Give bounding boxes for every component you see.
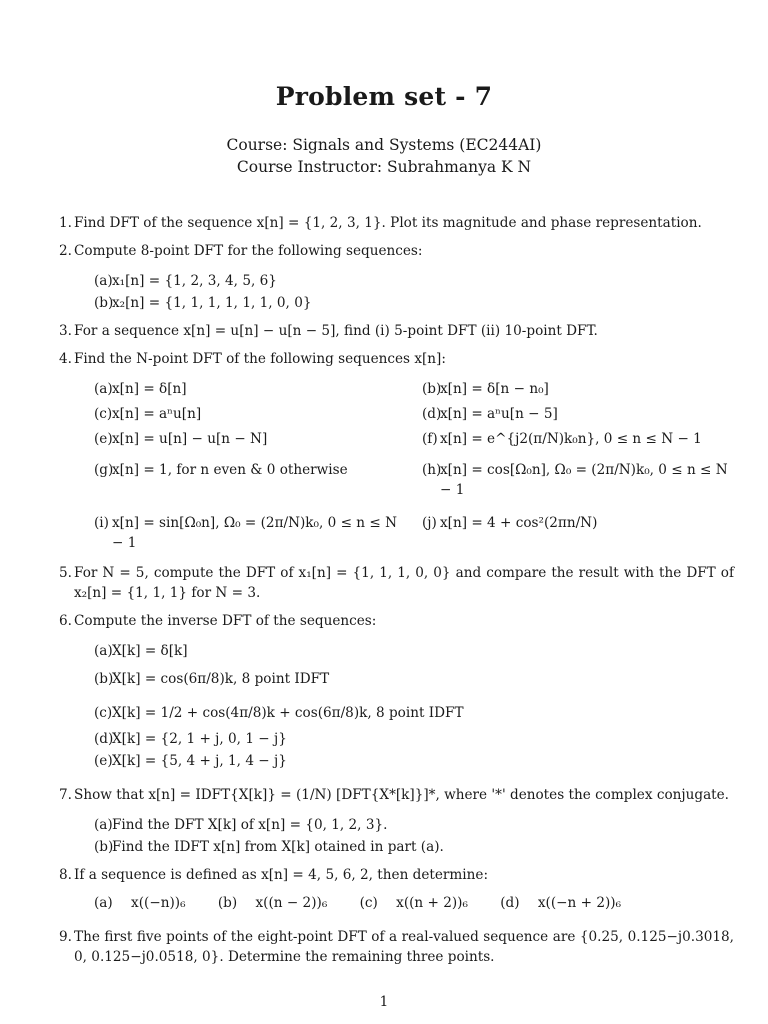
course-line: Course: Signals and Systems (EC244AI) [226, 136, 542, 154]
subproblem [74, 729, 734, 749]
page-number: 1 [379, 994, 389, 1010]
subproblem [94, 895, 200, 911]
page-title: Problem set - 7 [275, 82, 493, 111]
problem-number: 4. [59, 351, 72, 367]
subproblem-text: x((n − 2))₆ [255, 895, 328, 911]
problem-8 [54, 865, 734, 913]
subproblem [74, 837, 734, 857]
subproblem [74, 703, 734, 723]
subproblem [74, 379, 402, 399]
subproblem-label: (c) [359, 895, 378, 911]
problem-4 [54, 349, 734, 555]
problem-number: 6. [59, 613, 72, 629]
subproblem-label: (d) [422, 406, 442, 422]
subproblem [402, 404, 734, 424]
subproblem [402, 379, 734, 399]
subproblem-text: Find the IDFT x[n] from X[k] otained in part (a). [112, 839, 444, 855]
subproblem-label: (b) [94, 295, 114, 311]
subproblem-label: (b) [94, 671, 114, 687]
subproblem-row [74, 893, 734, 913]
subproblem [218, 895, 341, 911]
subproblem [74, 641, 734, 661]
problem-text: Compute the inverse DFT of the sequences: [74, 613, 377, 629]
subproblem [74, 513, 402, 553]
subproblem-label: (a) [94, 273, 113, 289]
problem-text: Compute 8-point DFT for the following sequences: [74, 243, 423, 259]
problem-text: For a sequence x[n] = u[n] − u[n − 5], find (i) 5-point DFT (ii) 10-point DFT. [74, 323, 598, 339]
problem-number: 2. [59, 243, 72, 259]
subproblem-text: X[k] = 1/2 + cos(4π/8)k + cos(6π/8)k, 8 point IDFT [112, 705, 464, 721]
subproblem-label: (a) [94, 895, 113, 911]
subproblem-label: (b) [94, 839, 114, 855]
subproblem-label: (b) [422, 381, 442, 397]
subproblem [74, 669, 734, 689]
subproblem-label: (c) [94, 705, 113, 721]
subproblem-text: X[k] = {2, 1 + j, 0, 1 − j} [112, 731, 287, 747]
subproblem [500, 895, 635, 911]
problem-2 [54, 241, 734, 313]
subproblem [74, 815, 734, 835]
subproblem [402, 429, 734, 449]
subproblem-label: (g) [94, 462, 114, 478]
subproblem [74, 429, 402, 449]
subproblem-text: X[k] = {5, 4 + j, 1, 4 − j} [112, 753, 287, 769]
subproblem-text: x[n] = δ[n] [112, 381, 187, 397]
subproblem [74, 271, 734, 291]
subproblem-text: x[n] = aⁿu[n] [112, 406, 202, 422]
subproblem-grid [74, 377, 734, 555]
subproblem-label: (e) [94, 431, 113, 447]
subproblem-label: (a) [94, 643, 113, 659]
subproblem-label: (j) [422, 515, 437, 531]
instructor-line: Course Instructor: Subrahmanya K N [236, 158, 532, 176]
problem-number: 9. [59, 929, 72, 945]
subproblem-label: (i) [94, 515, 109, 531]
problem-number: 8. [59, 867, 72, 883]
problem-list [54, 213, 734, 975]
subproblem-label: (a) [94, 817, 113, 833]
subproblem-text: x[n] = 1, for n even & 0 otherwise [112, 462, 348, 478]
subproblem [360, 895, 482, 911]
problem-text: The first five points of the eight-point DFT of a real-valued sequence are {0.25, 0.125−j0.3018, 0, 0.125−j0.0518, 0}. Determine the remaining three points. [74, 929, 734, 965]
subproblem-label: (a) [94, 381, 113, 397]
subproblem-text: x[n] = sin[Ω₀n], Ω₀ = (2π/N)k₀, 0 ≤ n ≤ N − 1 [112, 515, 397, 551]
problem-text: Show that x[n] = IDFT{X[k]} = (1/N) [DFT{X*[k]}]*, where '*' denotes the complex conjugate. [74, 787, 729, 803]
subproblem-text: x((−n + 2))₆ [537, 895, 622, 911]
problem-number: 5. [59, 565, 72, 581]
subproblem [74, 293, 734, 313]
subproblem-label: (b) [217, 895, 238, 911]
subproblem-text: x₁[n] = {1, 2, 3, 4, 5, 6} [112, 273, 277, 289]
problem-1 [54, 213, 734, 233]
subproblem [74, 460, 402, 500]
problem-text: Find the N-point DFT of the following sequences x[n]: [74, 351, 446, 367]
problem-number: 1. [59, 215, 72, 231]
problem-number: 3. [59, 323, 72, 339]
subproblem-text: x[n] = cos[Ω₀n], Ω₀ = (2π/N)k₀, 0 ≤ n ≤ N − 1 [440, 462, 728, 498]
subproblem-text: x((n + 2))₆ [396, 895, 468, 911]
subproblem-text: x((−n))₆ [131, 895, 186, 911]
subproblem-text: x[n] = aⁿu[n − 5] [440, 406, 558, 422]
problem-text: Find DFT of the sequence x[n] = {1, 2, 3, 1}. Plot its magnitude and phase representation. [74, 215, 702, 231]
subproblem-label: (c) [94, 406, 113, 422]
subproblem-text: x₂[n] = {1, 1, 1, 1, 1, 1, 0, 0} [112, 295, 312, 311]
subproblem [74, 404, 402, 424]
subproblem-text: X[k] = cos(6π/8)k, 8 point IDFT [112, 671, 330, 687]
subproblem-text: x[n] = 4 + cos²(2πn/N) [440, 515, 598, 531]
subproblem-text: x[n] = δ[n − n₀] [440, 381, 549, 397]
subproblem-text: x[n] = u[n] − u[n − N] [112, 431, 268, 447]
problem-9 [54, 927, 734, 967]
subproblem [74, 751, 734, 771]
problem-text: For N = 5, compute the DFT of x₁[n] = {1, 1, 1, 0, 0} and compare the result with the DFT of x₂[n] = {1, 1, 1} for N = 3. [74, 565, 734, 601]
subproblem-text: x[n] = e^{j2(π/N)k₀n}, 0 ≤ n ≤ N − 1 [440, 431, 702, 447]
subproblem-text: Find the DFT X[k] of x[n] = {0, 1, 2, 3}. [112, 817, 388, 833]
subproblem-label: (e) [94, 753, 113, 769]
subproblem [402, 513, 734, 553]
problem-7 [54, 785, 734, 857]
subproblem [402, 460, 734, 500]
subproblem-label: (d) [94, 731, 114, 747]
problem-5 [54, 563, 734, 603]
problem-text: If a sequence is defined as x[n] = 4, 5, 6, 2, then determine: [74, 867, 489, 883]
problem-6 [54, 611, 734, 771]
subproblem-label: (d) [500, 895, 520, 911]
problem-number: 7. [59, 787, 72, 803]
subproblem-text: X[k] = δ[k] [112, 643, 188, 659]
problem-3 [54, 321, 734, 341]
subproblem-label: (f) [422, 431, 438, 447]
subproblem-label: (h) [422, 462, 442, 478]
